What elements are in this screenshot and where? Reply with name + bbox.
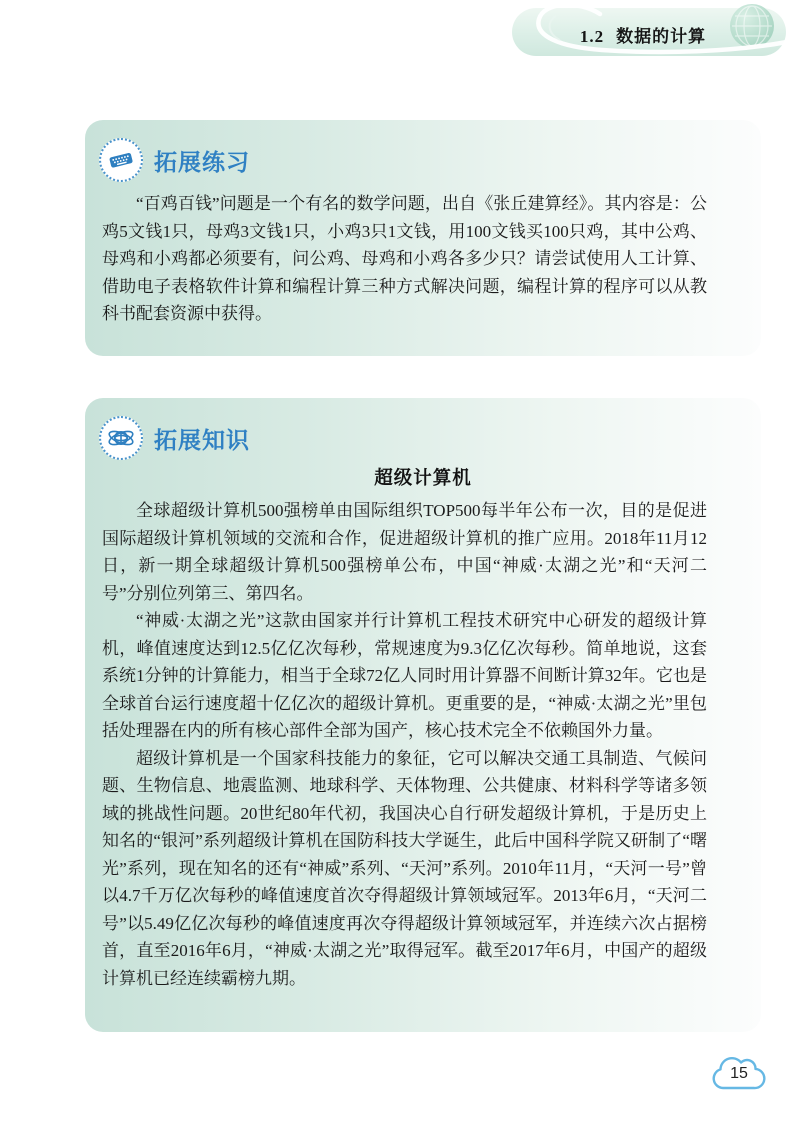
- keyboard-icon-badge: [99, 138, 143, 182]
- knowledge-panel: [85, 398, 761, 1032]
- knowledge-body: [102, 497, 707, 992]
- practice-heading: 拓展练习: [154, 148, 250, 175]
- page-number: 15: [730, 1065, 748, 1082]
- article-title: 超级计算机: [374, 467, 472, 488]
- section-title: 数据的计算: [616, 27, 707, 46]
- knowledge-paragraph: 超级计算机是一个国家科技能力的象征，它可以解决交通工具制造、气候问题、生物信息、地震监测、地球科学、天体物理、公共健康、材料科学等诸多领域的挑战性问题。20世纪80年代初，我国决心自行研发超级计算机，于是历史上知名的“银河”系列超级计算机在国防科技大学诞生，此后中国科学院又研制了“曙光”系列，现在知名的还有“神威”系列、“天河”系列。2010年11月，“天河一号”曾以4.7千万亿次每秒的峰值速度首次夺得超级计算领域冠军。2013年6月，“天河二号”以5.49亿亿次每秒的峰值速度再次夺得超级计算领域冠军，并连续六次占据榜首，直至2016年6月，“神威·太湖之光”取得冠军。截至2017年6月，中国产的超级计算机已经连续霸榜九期。: [102, 748, 707, 988]
- knowledge-paragraph: 全球超级计算机500强榜单由国际组织TOP500每半年公布一次，目的是促进国际超级计算机领域的交流和合作，促进超级计算机的推广应用。2018年11月12日，新一期全球超级计算机500强榜单公布，中国“神威·太湖之光”和“天河二号”分别位列第三、第四名。: [102, 501, 707, 603]
- chapter-title: [512, 22, 774, 47]
- knowledge-paragraph: “神威·太湖之光”这款由国家并行计算机工程技术研究中心研发的超级计算机，峰值速度达到12.5亿亿次每秒，常规速度为9.3亿亿次每秒。简单地说，这套系统1分钟的计算能力，相当于全球72亿人同时用计算器不间断计算32年。它也是全球首台运行速度超十亿亿次的超级计算机。更重要的是，“神威·太湖之光”里包括处理器在内的所有核心部件全部为国产，核心技术完全不依赖国外力量。: [102, 611, 707, 740]
- practice-body: [102, 190, 707, 328]
- practice-panel-header: [85, 120, 761, 182]
- knowledge-heading: 拓展知识: [154, 426, 250, 453]
- page-number-cloud: [708, 1050, 770, 1098]
- practice-panel: [85, 120, 761, 356]
- keyboard-icon: [107, 146, 135, 174]
- section-number: 1.2: [579, 27, 605, 46]
- knowledge-panel-header: [85, 398, 761, 460]
- globe-network-icon: [106, 423, 136, 453]
- globe-network-icon-badge: [99, 416, 143, 460]
- practice-paragraph: “百鸡百钱”问题是一个有名的数学问题，出自《张丘建算经》。其内容是：公鸡5文钱1只，母鸡3文钱1只，小鸡3只1文钱，用100文钱买100只鸡，其中公鸡、母鸡和小鸡都必须要有，问公鸡、母鸡和小鸡各多少只？请尝试使用人工计算、借助电子表格软件计算和编程计算三种方式解决问题，编程计算的程序可以从教科书配套资源中获得。: [102, 194, 707, 323]
